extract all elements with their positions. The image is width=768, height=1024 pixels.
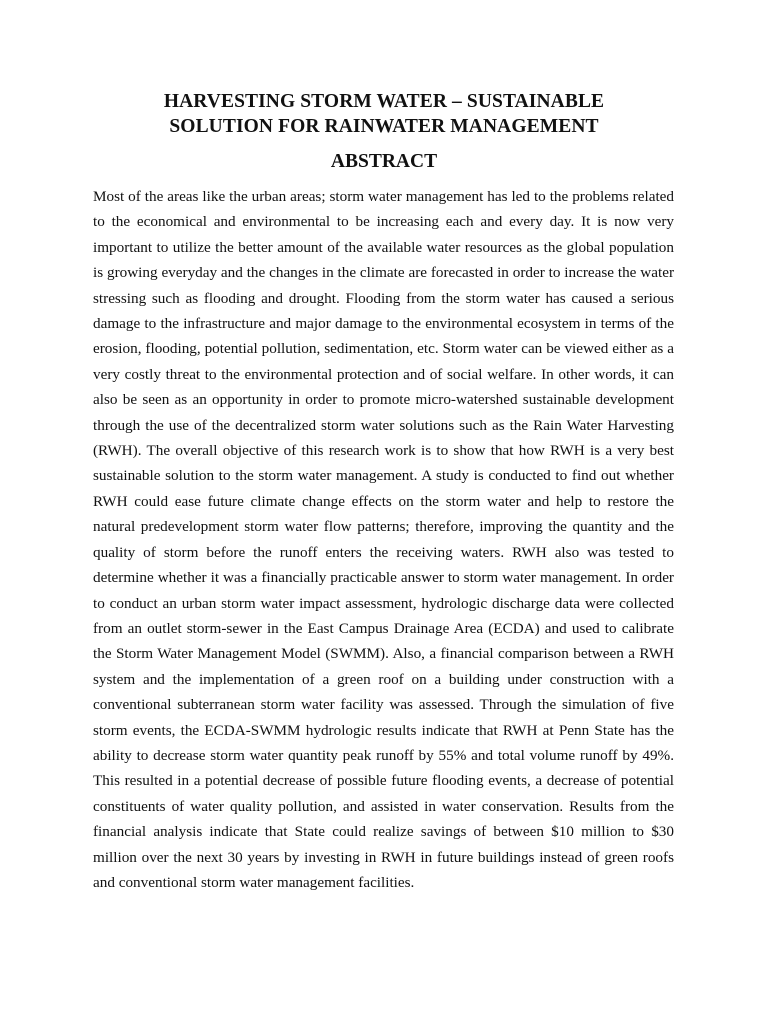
title-line-2: SOLUTION FOR RAINWATER MANAGEMENT (169, 116, 599, 137)
abstract-heading: ABSTRACT (330, 151, 438, 172)
document-title (0, 89, 768, 139)
title-line-1: HARVESTING STORM WATER – SUSTAINABLE (163, 91, 605, 112)
abstract-paragraph: Most of the areas like the urban areas; storm water management has led to the problems related to the economical and environmental to be increasing each and every day. It is now very important to utilize the better amount of the available water resources as the global population is growing everyday and the changes in the climate are forecasted in order to increase the water stressing such as flooding and drought. Flooding from the storm water has caused a serious damage to the infrastructure and major damage to the environmental ecosystem in terms of the erosion, flooding, potential pollution, sedimentation, etc. Storm water can be viewed either as a very costly threat to the environmental protection and of social welfare. In other words, it can also be seen as an opportunity in order to promote micro-watershed sustainable development through the use of the decentralized storm water solutions such as the Rain Water Harvesting (RWH). The overall objective of this research work is to show that how RWH is a very best sustainable solution to the storm water management. A study is conducted to find out whether RWH could ease future climate change effects on the storm water and help to restore the natural predevelopment storm water flow patterns; therefore, improving the quantity and the quality of storm before the runoff enters the receiving waters. RWH also was tested to determine whether it was a financially practicable answer to storm water management. In order to conduct an urban storm water impact assessment, hydrologic discharge data were collected from an outlet storm-sewer in the East Campus Drainage Area (ECDA) and used to calibrate the Storm Water Management Model (SWMM). Also, a financial comparison between a RWH system and the implementation of a green roof on a building under construction with a conventional subterranean storm water facility was assessed. Through the simulation of five storm events, the ECDA-SWMM hydrologic results indicate that RWH at Penn State has the ability to decrease storm water quantity peak runoff by 55% and total volume runoff by 49%. This resulted in a potential decrease of possible future flooding events, a decrease of potential constituents of water quality pollution, and assisted in water conservation. Results from the financial analysis indicate that State could realize savings of between $10 million to $30 million over the next 30 years by investing in RWH in future buildings instead of green roofs and conventional storm water management facilities. (93, 188, 674, 891)
